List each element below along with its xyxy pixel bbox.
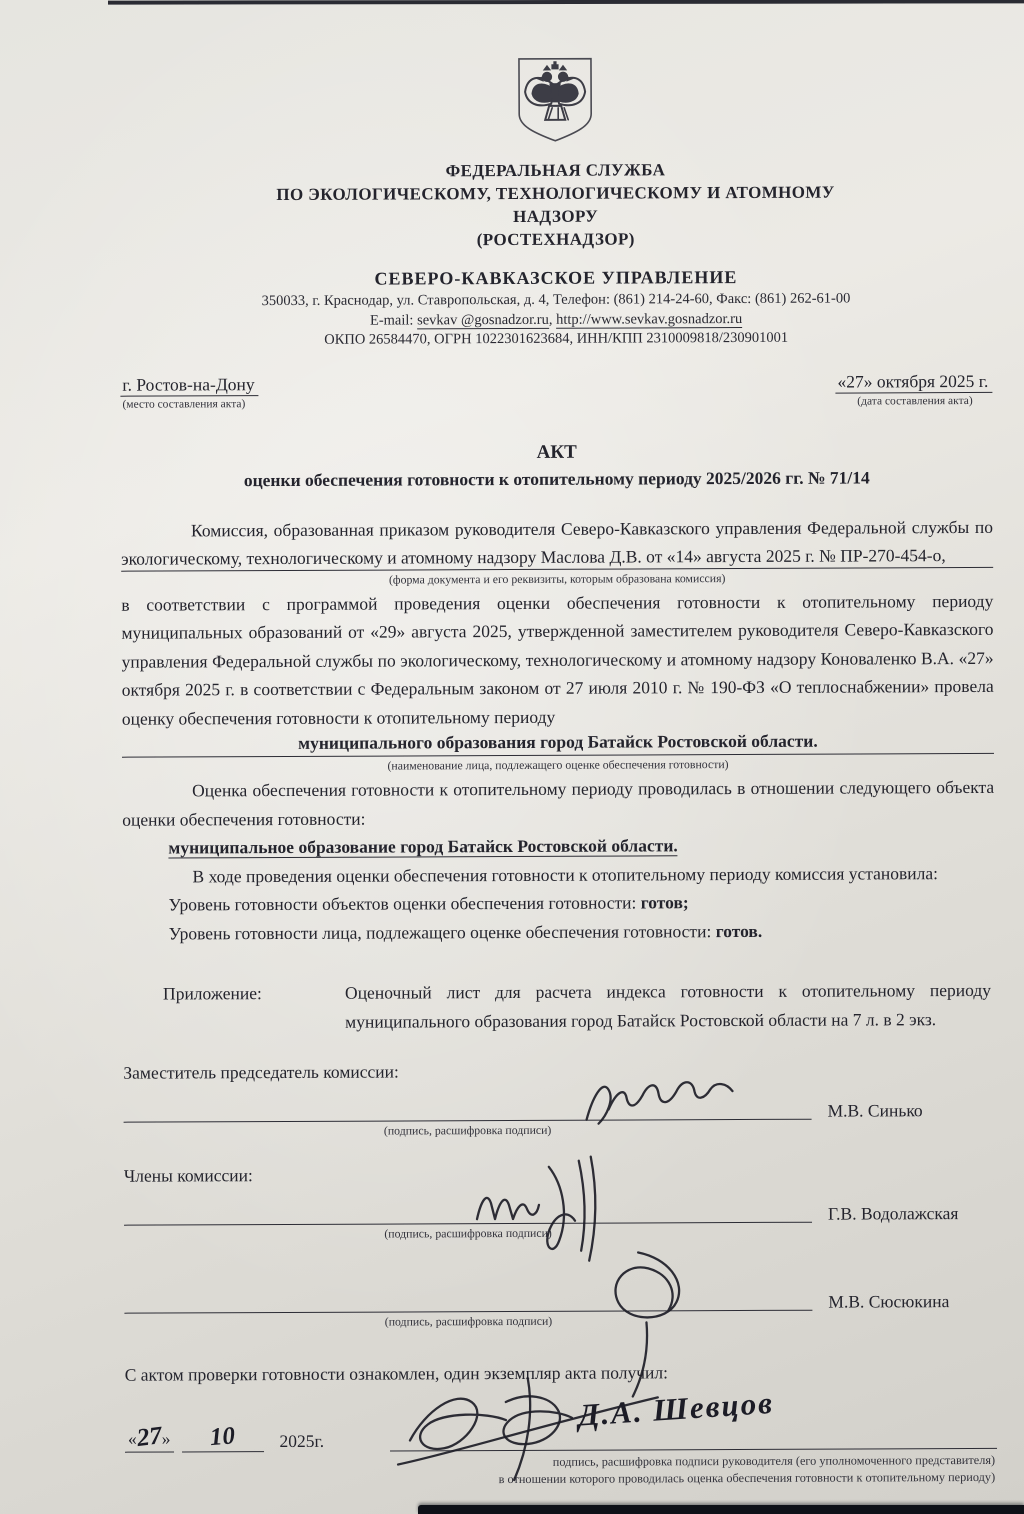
commission-caption: (форма документа и его реквизиты, которым образована комиссия) <box>388 570 726 587</box>
handwritten-day: 27 <box>135 1421 164 1452</box>
website-url: http://www.sevkav.gosnadzor.ru <box>556 310 743 328</box>
signature-row-vodolazhskaya <box>124 1199 996 1243</box>
deputy-chair-label: Заместитель председатель комиссии: <box>123 1061 399 1083</box>
readiness-level-objects-value: готов; <box>640 892 689 913</box>
paragraph-findings: В ходе проведения оценки обеспечения готовности к отопительному периоду комиссия установила: <box>192 862 939 886</box>
handwritten-month: 10 <box>208 1421 236 1451</box>
assessment-object-line <box>122 830 994 862</box>
members-label: Члены комиссии: <box>123 1165 253 1186</box>
readiness-level-objects <box>123 887 995 919</box>
org-name-line3: НАДЗОРУ <box>513 206 599 226</box>
paragraph-program: в соответствии с программой проведения оценки обеспечения готовности к отопительному периоду муниципальных образований от «29» августа 2025, утвержденной заместителем руководителя Северо-Кавказского управления Федеральной службы по экологическому, технологическому и атомному надзору Коноваленко В.А. «27» октября 2025 г. в соответствии с Федеральным законом от 27 июля 2010 г. № 190-ФЗ «О теплоснабжении» провела оценку обеспечения готовности к отопительному периоду <box>121 590 994 729</box>
attachment-label: Приложение: <box>162 983 262 1004</box>
entity-caption: (наименование лица, подлежащего оценке обеспечения готовности) <box>387 757 729 773</box>
department-name: СЕВЕРО-КАВКАЗСКОЕ УПРАВЛЕНИЕ <box>374 267 738 289</box>
coat-of-arms-icon <box>514 56 596 149</box>
acknowledgment-captions <box>125 1451 997 1489</box>
signer-name: М.В. Синько <box>827 1100 923 1121</box>
signature-line <box>124 1288 812 1331</box>
org-name-line1: ФЕДЕРАЛЬНАЯ СЛУЖБА <box>445 160 666 181</box>
acknowledgment-text: С актом проверки готовности ознакомлен, один экземпляр акта получил: <box>124 1362 669 1385</box>
act-date-caption: (дата составления акта) <box>857 394 973 407</box>
org-registration-codes: ОКПО 26584470, ОГРН 1022301623684, ИНН/КПП 2310009818/230901001 <box>324 329 789 348</box>
org-address: 350033, г. Краснодар, ул. Ставропольская, д. 4, Телефон: (861) 214-24-60, Факс: (861) 262-61-00 <box>261 290 851 310</box>
quote-open: « <box>127 1428 137 1449</box>
acknowledgment-caption-1: подпись, расшифровка подписи руководителя (его уполномоченного представителя) <box>552 1452 996 1469</box>
desk-edge-bottom <box>418 1505 1024 1514</box>
readiness-level-entity <box>123 915 995 947</box>
signer-name: Г.В. Водолажская <box>827 1203 959 1224</box>
year-label: 2025г. <box>279 1430 325 1451</box>
signature-row-syusyukina <box>124 1287 996 1331</box>
entity-name-line: муниципального образования город Батайск Ростовской области. <box>122 730 994 758</box>
org-name-line4: (РОСТЕХНАДЗОР) <box>476 229 635 250</box>
org-name-line2: ПО ЭКОЛОГИЧЕСКОМУ, ТЕХНОЛОГИЧЕСКОМУ И АТОМНОМУ <box>276 182 835 205</box>
month-blank <box>181 1423 263 1452</box>
attachment-text: Оценочный лист для расчета индекса готовности к отопительному периоду муниципального образования город Батайск Ростовской области на 7 л. в 2 экз. <box>344 979 992 1032</box>
act-date <box>835 370 992 407</box>
document-title: АКТ <box>536 441 577 463</box>
signature-line <box>123 1097 811 1140</box>
paragraph-commission: Комиссия, образованная приказом руководителя Северо-Кавказского управления Федеральной службы по экологическому, технологическому и атомному надзору Маслова Д.В. от «14» августа 2025 г. № ПР-270-454-о, <box>121 516 994 569</box>
email-label: E-mail: <box>369 311 418 329</box>
readiness-level-entity-value: готов. <box>715 920 763 941</box>
handwritten-signer-name: Д.А. Шевцов <box>576 1384 776 1433</box>
email-address: sevkav @gosnadzor.ru <box>417 311 549 328</box>
attachment-block <box>123 976 995 1037</box>
signature-row-sinko <box>123 1096 995 1140</box>
act-place <box>120 374 258 411</box>
day-blank <box>125 1423 174 1452</box>
signature-line <box>124 1200 812 1243</box>
acknowledgment-date-row <box>125 1384 997 1452</box>
acknowledgment-caption-2: в отношении которого проводилась оценка обеспечения готовности к отопительному периоду) <box>498 1469 996 1486</box>
signature-caption: (подпись, расшифровка подписи) <box>383 1122 552 1138</box>
meta-row <box>120 370 992 410</box>
contact-separator: , <box>548 311 557 328</box>
signature-caption: (подпись, расшифровка подписи) <box>384 1313 553 1329</box>
act-place-caption: (место составления акта) <box>122 397 246 411</box>
act-date-value: «27» октября 2025 г. <box>835 370 992 393</box>
readiness-level-entity-text: Уровень готовности лица, подлежащего оценке обеспечения готовности: <box>168 920 716 943</box>
readiness-level-objects-text: Уровень готовности объектов оценки обеспечения готовности: <box>168 892 641 915</box>
paragraph-assessment: Оценка обеспечения готовности к отопительному периоду проводилась в отношении следующего объекта оценки обеспечения готовности: <box>122 776 995 830</box>
act-place-value: г. Ростов-на-Дону <box>120 374 258 397</box>
contact-line <box>120 308 992 330</box>
recipient-signature-line <box>390 1384 997 1451</box>
assessment-object-value: муниципальное образование город Батайск Ростовской области. <box>168 835 678 858</box>
signature-caption: (подпись, расшифровка подписи) <box>384 1225 552 1241</box>
quote-close: » <box>161 1427 171 1449</box>
signer-name: М.В. Сюсюкина <box>828 1291 950 1312</box>
document-subtitle: оценки обеспечения готовности к отопительному периоду 2025/2026 гг. № 71/14 <box>243 466 870 490</box>
